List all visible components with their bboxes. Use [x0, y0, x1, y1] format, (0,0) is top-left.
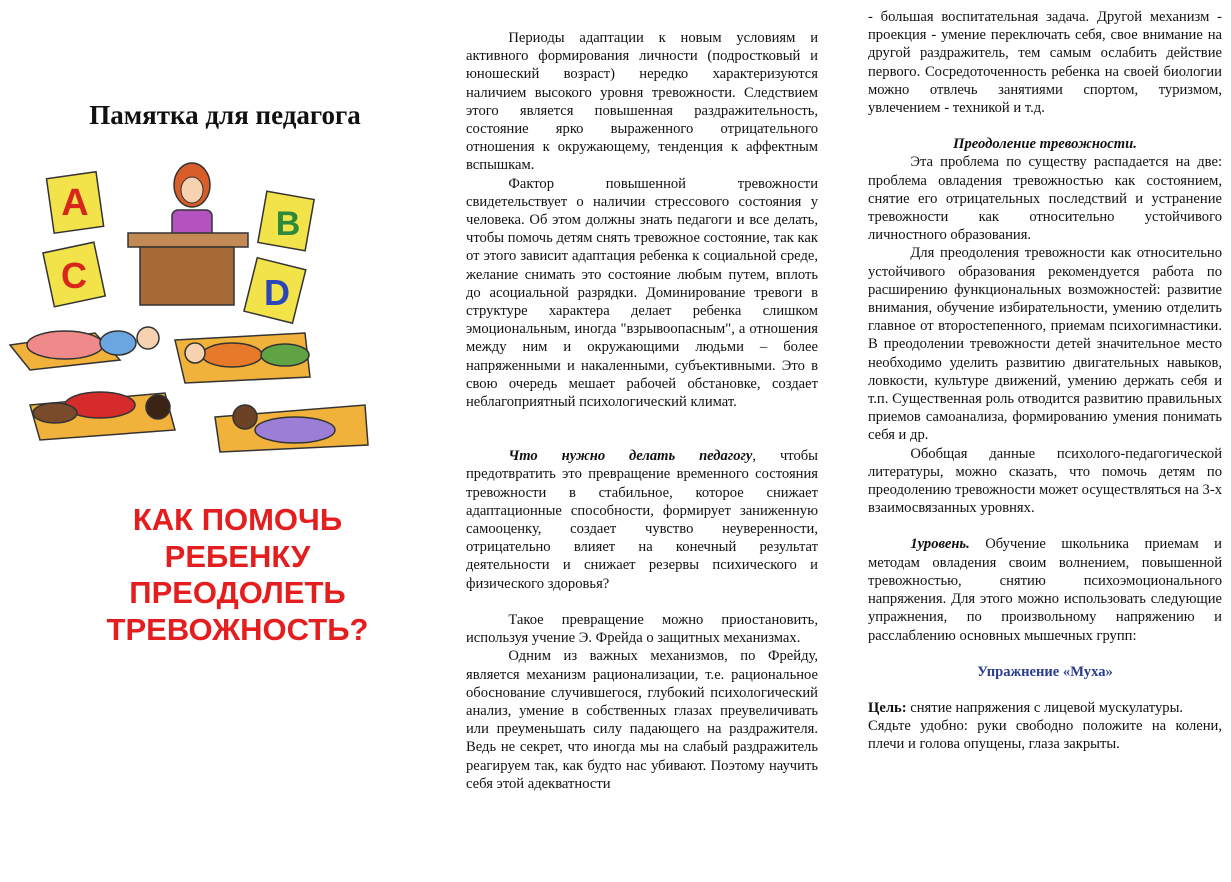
- svg-text:C: C: [61, 255, 87, 296]
- right-column: [868, 0, 1222, 882]
- block-a-icon: [46, 172, 103, 233]
- classroom-illustration: [0, 155, 375, 470]
- paragraph: 1уровень. Обучение школьника приемам и методам овладения своим волнением, повышенной тревожностью, снятию психоэмоционального напряжения. Для этого можно использовать следующие упражнения, по произвольному напряжению и расслаблению основных мышечных групп:: [868, 536, 1222, 644]
- goal-line: Цель: снятие напряжения с лицевой мускулатуры.: [868, 699, 1184, 716]
- paragraph: Эта проблема по существу распадается на две: проблема овладения тревожностью как состоянием, снятие его отрицательных последствий и устранение тревожности как относительно устойчивого личностного образования.: [868, 154, 1222, 244]
- svg-text:D: D: [264, 272, 290, 313]
- paragraph: Обобщая данные психолого-педагогической литературы, можно сказать, что помочь детям по преодолению тревожности может осуществляться на 3-х взаимосвязанных уровнях.: [868, 445, 1222, 517]
- paragraph: Для преодоления тревожности как относительно устойчивого образования рекомендуется работа по расширению функциональных возможностей: развитие внимания, обучение избирательности, умению отделить главное от второстепенного, приемам психогимнастики. В преодолении тревожности детей значительное место необходимо уделить развитию двигательных навыков, ловкости, культуре движений, умению держать себя и т.п. Существенная роль отводится развитию правильных приемов самоанализа, формированию умения понимать себя и др.: [868, 245, 1222, 444]
- section-heading: Преодоление тревожности.: [953, 136, 1137, 153]
- block-c-icon: [43, 242, 105, 307]
- middle-column: [466, 0, 818, 882]
- svg-text:A: A: [61, 182, 89, 224]
- block-b-icon: [258, 191, 314, 251]
- paragraph: Что нужно делать педагогу, чтобы предотвратить это превращение временного состояния тревожности в стабильное, которое снижает адаптационные способности, формирует заниженную самооценку, создает чувство неуверенности, отрицательно влияет на конечный результат деятельности и снижает резервы психического и физического здоровья?: [466, 448, 818, 592]
- paragraph: Одним из важных механизмов, по Фрейду, является механизм рационализации, т.е. рациональное обоснование случившегося, глубокий психологический анализ, умение в собственных глазах преувеличивать или преуменьшать силу падающего на раздражителя. Ведь не секрет, что иногда мы на слабый раздражитель реагируем так, как будто нас убивают. Поэтому научить себя этой адекватности: [466, 648, 818, 792]
- paragraph: - большая воспитательная задача. Другой механизм - проекция - умение переключать себя, свое внимание на другой раздражитель, тем самым ослабить действие первого. Сосредоточенность ребенка на своей биологии можно отвлечь занятиями спортом, туризмом, увлечением - техникой и т.д.: [868, 9, 1222, 117]
- block-d-icon: [244, 258, 306, 323]
- svg-text:B: B: [275, 205, 301, 243]
- paragraph: Фактор повышенной тревожности свидетельствует о наличии стрессового состояния у человека. Об этом должны знать педагоги и все делать, чтобы помочь детям снять тревожное состояние, так как от этого зависит адаптация ребенка к социальной среде, желание снимать это состояние любым путем, вплоть до асоциальной разрядки. Доминирование тревоги в структуре характера делает ребенка слишком эмоциональным, иногда "взрывоопасным", а отношения между ним и окружающими людьми – более напряженными и накаленными, субъективными. Это в свою очередь мешает рабочей обстановке, создает неблагоприятный психологический климат.: [466, 175, 818, 411]
- exercise-title: Упражнение «Муха»: [977, 663, 1113, 680]
- cover-panel: [0, 0, 455, 882]
- paragraph: Такое превращение можно приостановить, используя учение Э. Фрейда о защитных механизмах.: [466, 611, 818, 647]
- headline: КАК ПОМОЧЬ РЕБЕНКУ ПРЕОДОЛЕТЬ ТРЕВОЖНОСТЬ?: [106, 502, 369, 647]
- page-title: Памятка для педагога: [89, 100, 361, 130]
- paragraph: Сядьте удобно: руки свободно положите на колени, плечи и голова опущены, глаза закрыты.: [868, 718, 1222, 753]
- paragraph: Периоды адаптации к новым условиям и активного формирования личности (подростковый и юношеский возраст) нередко характеризуются наличием высокого уровня тревожности. Следствием этого является повышенная раздражительность, состояние ярко выраженного отрицательного отношения к окружающему, тенденция к аффектным вспышкам.: [466, 30, 818, 174]
